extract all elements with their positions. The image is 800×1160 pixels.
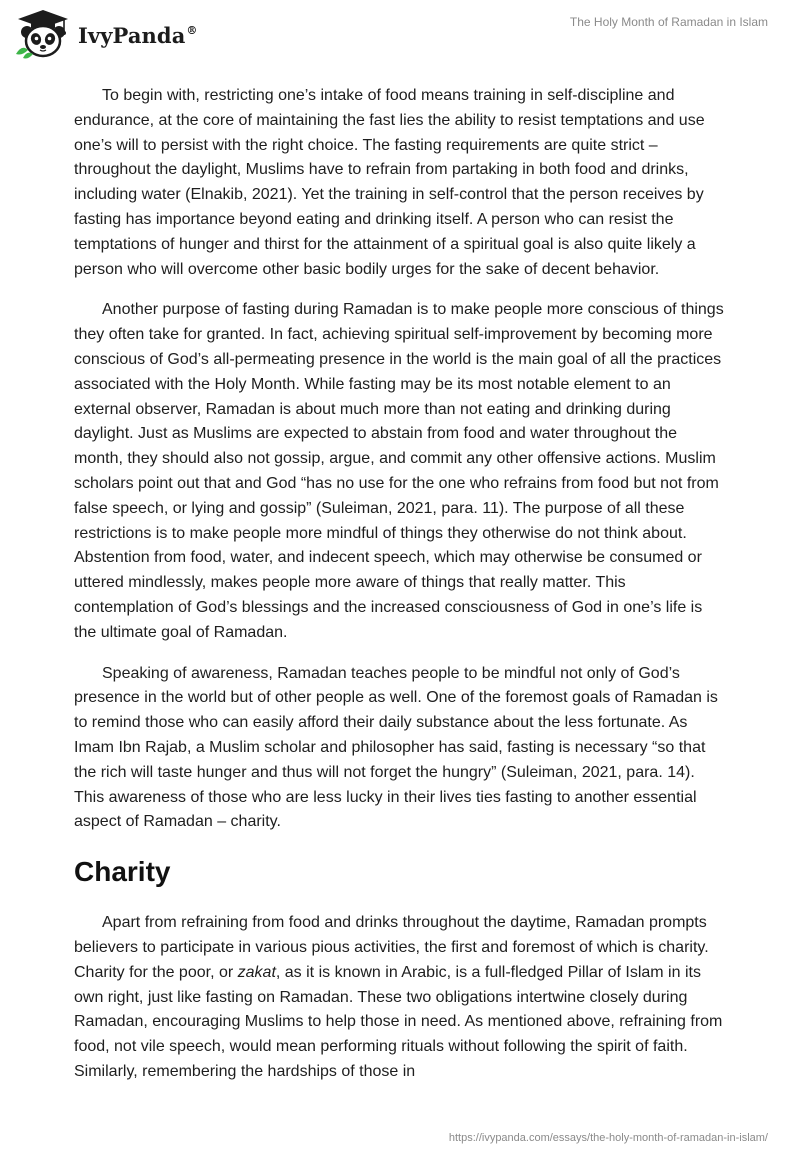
section-heading-charity: Charity	[74, 856, 171, 888]
document-title: The Holy Month of Ramadan in Islam	[569, 15, 768, 29]
brand-name-text: IvyPanda	[78, 22, 186, 48]
ivypanda-logo[interactable]	[14, 8, 198, 60]
charity-text-end: , as it is known in Arabic, is a full-fledged Pillar of Islam in its own right, just like fasting on Ramadan. These two obligations intertwine closely during Ramadan, encouraging Muslims to help those in need. As mentioned above, refraining from food, not vile speech, would mean performing rituals without following the spirit of faith. Similarly, remembering the hardships of those in	[74, 963, 723, 1080]
paragraph-charity	[74, 911, 726, 1085]
panda-graduate-icon	[14, 8, 72, 60]
paragraph-awareness: Speaking of awareness, Ramadan teaches people to be mindful not only of God’s presence in the world but of other people as well. One of the foremost goals of Ramadan is to remind those who can easily afford their daily substance about the less fortunate. As Imam Ibn Rajab, a Muslim scholar and philosopher has said, fasting is necessary “so that the rich will taste hunger and thus will not forget the hungry” (Suleiman, 2021, para. 14). This awareness of those who are less lucky in their lives ties fasting to another essential aspect of Ramadan – charity.	[74, 664, 718, 831]
paragraph-consciousness: Another purpose of fasting during Ramadan is to make people more conscious of things they often take for granted. In fact, achieving spiritual self-improvement by becoming more conscious of God’s all-permeating presence in the world is the main goal of all the practices associated with the Holy Month. While fasting may be its most notable element to an external observer, Ramadan is about much more than not eating and drinking during daylight. Just as Muslims are expected to abstain from food and water throughout the month, they should also not gossip, argue, and commit any other offensive actions. Muslim scholars point out that and God “has no use for the one who refrains from food but not from false speech, or lying and gossip” (Suleiman, 2021, para. 11). The purpose of all these restrictions is to make people more mindful of things they otherwise do not think about. Abstention from food, water, and indecent speech, which may otherwise be consumed or uttered mindlessly, makes people more aware of things that really matter. This contemplation of God’s blessings and the increased consciousness of God in one’s life is the ultimate goal of Ramadan.	[74, 301, 724, 641]
charity-text-start: Apart from refraining from food and drinks throughout the daytime, Ramadan prompts believers to participate in various pious activities, the first and foremost of which is charity. Charity for the poor, or	[74, 914, 709, 981]
page-header	[0, 0, 800, 70]
zakat-term: zakat	[237, 963, 276, 981]
source-url[interactable]: https://ivypanda.com/essays/the-holy-month-of-ramadan-in-islam/	[448, 1132, 768, 1144]
trademark-symbol: ®	[186, 23, 198, 37]
paragraph-self-discipline: To begin with, restricting one’s intake of food means training in self-discipline and endurance, at the core of maintaining the fast lies the ability to resist temptations and use one’s will to persist with the right choice. The fasting requirements are quite strict – throughout the daylight, Muslims have to refrain from partaking in both food and drinks, including water (Elnakib, 2021). Yet the training in self-control that the person receives by fasting has importance beyond eating and drinking itself. A person who can resist the temptations of hunger and thirst for the attainment of a spiritual goal is also quite likely a person who will overcome other basic bodily urges for the sake of decent behavior.	[74, 87, 705, 278]
brand-name	[78, 23, 198, 48]
essay-body	[74, 84, 726, 1101]
